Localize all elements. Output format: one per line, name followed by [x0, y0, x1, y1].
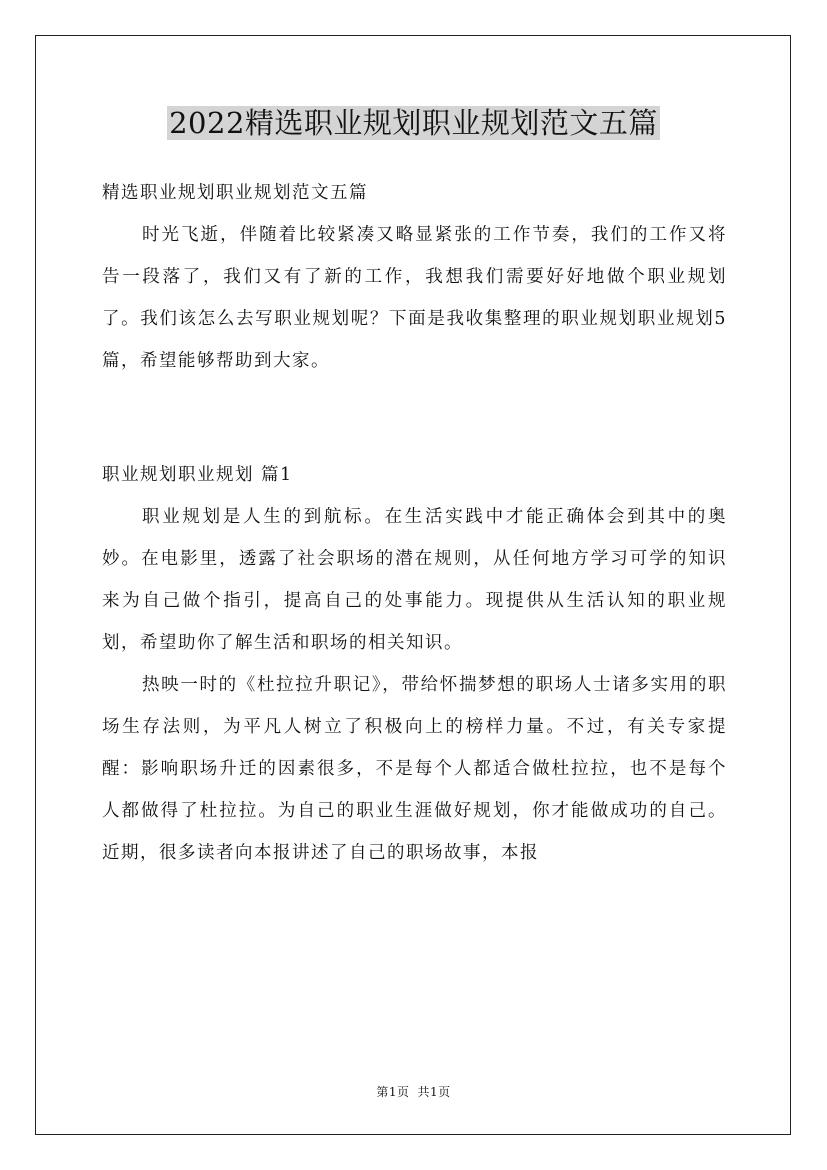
spacer	[102, 424, 727, 454]
document-title	[0, 105, 827, 141]
spacer	[102, 382, 727, 424]
footer-total-pages: 共1页	[417, 1085, 451, 1099]
intro-paragraph: 时光飞逝，伴随着比较紧凑又略显紧张的工作节奏，我们的工作又将告一段落了，我们又有了新的工作，我想我们需要好好地做个职业规划了。我们该怎么去写职业规划呢？下面是我收集整理的职业规划职业规划5篇，希望能够帮助到大家。	[102, 225, 727, 371]
page-footer	[0, 1084, 827, 1100]
document-title-text: 2022精选职业规划职业规划范文五篇	[169, 106, 658, 140]
section-heading: 职业规划职业规划 篇1	[102, 465, 293, 485]
body-paragraph-1: 职业规划是人生的到航标。在生活实践中才能正确体会到其中的奥妙。在电影里，透露了社会职场的潜在规则，从任何地方学习可学的知识来为自己做个指引，提高自己的处事能力。现提供从生活认知的职业规划，希望助你了解生活和职场的相关知识。	[102, 507, 727, 653]
document-subtitle: 精选职业规划职业规划范文五篇	[102, 183, 368, 203]
document-body	[102, 172, 727, 874]
body-paragraph-2: 热映一时的《杜拉拉升职记》，带给怀揣梦想的职场人士诸多实用的职场生存法则，为平凡人树立了积极向上的榜样力量。不过，有关专家提醒：影响职场升迁的因素很多，不是每个人都适合做杜拉拉，也不是每个人都做得了杜拉拉。为自己的职业生涯做好规划，你才能做成功的自己。近期，很多读者向本报讲述了自己的职场故事，本报	[102, 675, 727, 863]
footer-page-number: 第1页	[376, 1085, 410, 1099]
